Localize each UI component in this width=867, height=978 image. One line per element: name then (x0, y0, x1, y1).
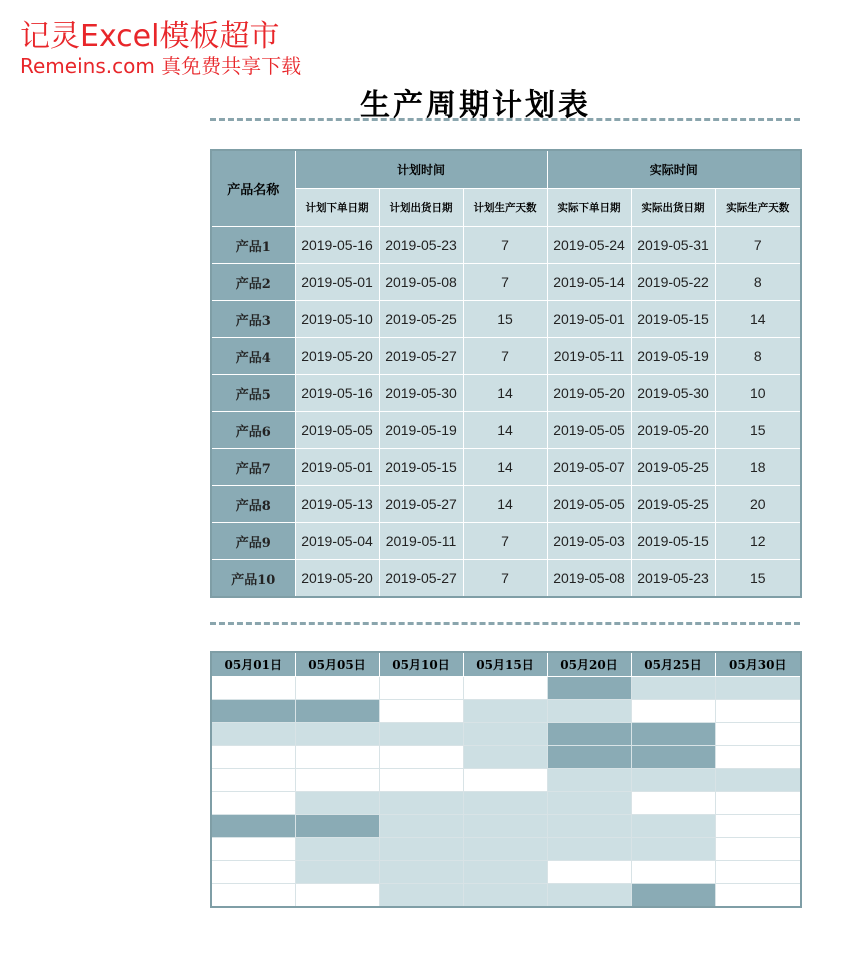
gantt-cell (295, 746, 379, 769)
table-cell: 2019-05-22 (631, 264, 715, 301)
table-cell: 20 (715, 486, 801, 523)
gantt-cell (715, 723, 801, 746)
product-name-cell: 产品8 (211, 486, 295, 523)
table-cell: 10 (715, 375, 801, 412)
table-cell: 2019-05-11 (547, 338, 631, 375)
gantt-cell (295, 884, 379, 908)
table-cell: 2019-05-31 (631, 227, 715, 264)
gantt-row (211, 746, 801, 769)
table-cell: 7 (463, 338, 547, 375)
gantt-cell (295, 838, 379, 861)
gantt-cell (547, 792, 631, 815)
table-cell: 14 (715, 301, 801, 338)
gantt-cell (211, 700, 295, 723)
table-cell: 2019-05-25 (631, 486, 715, 523)
gantt-cell (463, 838, 547, 861)
gantt-cell (547, 723, 631, 746)
gantt-cell (379, 861, 463, 884)
gantt-cell (631, 838, 715, 861)
gantt-cell (715, 700, 801, 723)
table-cell: 2019-05-01 (295, 449, 379, 486)
table-cell: 2019-05-13 (295, 486, 379, 523)
table-cell: 14 (463, 375, 547, 412)
gantt-cell (715, 746, 801, 769)
product-name-cell: 产品9 (211, 523, 295, 560)
column-header: 实际生产天数 (715, 189, 801, 227)
gantt-cell (547, 815, 631, 838)
table-cell: 15 (715, 560, 801, 598)
table-cell: 2019-05-27 (379, 560, 463, 598)
gantt-cell (379, 677, 463, 700)
gantt-cell (547, 838, 631, 861)
gantt-cell (211, 677, 295, 700)
gantt-cell (211, 838, 295, 861)
table-cell: 2019-05-05 (547, 486, 631, 523)
gantt-cell (463, 677, 547, 700)
table-cell: 2019-05-19 (631, 338, 715, 375)
gantt-cell (463, 746, 547, 769)
gantt-cell (379, 723, 463, 746)
gantt-cell (715, 792, 801, 815)
gantt-cell (211, 769, 295, 792)
gantt-cell (631, 815, 715, 838)
gantt-cell (463, 861, 547, 884)
table-cell: 8 (715, 338, 801, 375)
table-cell: 7 (463, 560, 547, 598)
gantt-row (211, 815, 801, 838)
gantt-date-header: 05月25日 (631, 652, 715, 677)
table-cell: 2019-05-27 (379, 486, 463, 523)
table-cell: 2019-05-27 (379, 338, 463, 375)
plan-table (210, 149, 802, 598)
table-cell: 2019-05-08 (547, 560, 631, 598)
table-cell: 2019-05-20 (547, 375, 631, 412)
gantt-cell (379, 769, 463, 792)
column-header: 实际出货日期 (631, 189, 715, 227)
gantt-cell (547, 700, 631, 723)
gantt-cell (715, 769, 801, 792)
gantt-cell (631, 677, 715, 700)
table-cell: 2019-05-30 (379, 375, 463, 412)
table-cell: 2019-05-25 (631, 449, 715, 486)
table-cell: 2019-05-08 (379, 264, 463, 301)
table-cell: 2019-05-05 (295, 412, 379, 449)
gantt-cell (715, 861, 801, 884)
gantt-date-header: 05月01日 (211, 652, 295, 677)
gantt-date-header: 05月10日 (379, 652, 463, 677)
table-row (211, 301, 801, 338)
table-cell: 14 (463, 412, 547, 449)
product-name-cell: 产品5 (211, 375, 295, 412)
table-cell: 7 (463, 264, 547, 301)
table-cell: 2019-05-15 (631, 523, 715, 560)
table-cell: 7 (463, 523, 547, 560)
table-row (211, 412, 801, 449)
table-cell: 2019-05-16 (295, 227, 379, 264)
table-row (211, 486, 801, 523)
table-cell: 2019-05-24 (547, 227, 631, 264)
gantt-cell (715, 838, 801, 861)
gantt-cell (379, 884, 463, 908)
table-cell: 7 (715, 227, 801, 264)
gantt-cell (211, 792, 295, 815)
gantt-cell (295, 700, 379, 723)
table-row (211, 375, 801, 412)
gantt-cell (631, 861, 715, 884)
gantt-date-header: 05月30日 (715, 652, 801, 677)
gantt-row (211, 677, 801, 700)
gantt-cell (211, 723, 295, 746)
gantt-cell (715, 677, 801, 700)
gantt-cell (463, 723, 547, 746)
gantt-date-header: 05月15日 (463, 652, 547, 677)
table-cell: 2019-05-20 (295, 560, 379, 598)
product-name-cell: 产品6 (211, 412, 295, 449)
gantt-cell (715, 815, 801, 838)
gantt-row (211, 700, 801, 723)
product-name-cell: 产品2 (211, 264, 295, 301)
gantt-table (210, 651, 802, 908)
table-cell: 8 (715, 264, 801, 301)
gantt-cell (547, 746, 631, 769)
table-row (211, 338, 801, 375)
product-name-cell: 产品3 (211, 301, 295, 338)
table-cell: 2019-05-07 (547, 449, 631, 486)
table-cell: 15 (715, 412, 801, 449)
gantt-row (211, 792, 801, 815)
gantt-row (211, 723, 801, 746)
gantt-cell (463, 884, 547, 908)
gantt-cell (631, 769, 715, 792)
gantt-cell (463, 769, 547, 792)
gantt-cell (295, 792, 379, 815)
table-cell: 7 (463, 227, 547, 264)
gantt-cell (379, 700, 463, 723)
column-header: 计划下单日期 (295, 189, 379, 227)
table-row (211, 227, 801, 264)
gantt-cell (631, 723, 715, 746)
table-row (211, 449, 801, 486)
column-header: 计划出货日期 (379, 189, 463, 227)
divider-middle (210, 622, 800, 625)
gantt-cell (379, 746, 463, 769)
plan-time-header: 计划时间 (295, 150, 547, 189)
gantt-row (211, 861, 801, 884)
gantt-cell (211, 861, 295, 884)
gantt-cell (463, 792, 547, 815)
gantt-cell (211, 815, 295, 838)
gantt-cell (295, 677, 379, 700)
gantt-cell (631, 700, 715, 723)
gantt-cell (547, 884, 631, 908)
gantt-cell (295, 769, 379, 792)
gantt-cell (547, 677, 631, 700)
table-cell: 2019-05-04 (295, 523, 379, 560)
column-header: 计划生产天数 (463, 189, 547, 227)
product-name-cell: 产品10 (211, 560, 295, 598)
table-row (211, 264, 801, 301)
gantt-date-header: 05月20日 (547, 652, 631, 677)
gantt-cell (379, 838, 463, 861)
table-cell: 2019-05-15 (379, 449, 463, 486)
gantt-cell (379, 815, 463, 838)
gantt-cell (631, 884, 715, 908)
gantt-row (211, 884, 801, 908)
table-cell: 2019-05-16 (295, 375, 379, 412)
table-cell: 2019-05-14 (547, 264, 631, 301)
table-cell: 2019-05-23 (631, 560, 715, 598)
watermark-title: 记灵Excel模板超市 (20, 19, 280, 54)
table-cell: 2019-05-30 (631, 375, 715, 412)
gantt-cell (295, 861, 379, 884)
gantt-cell (631, 746, 715, 769)
gantt-cell (547, 861, 631, 884)
gantt-cell (631, 792, 715, 815)
gantt-cell (715, 884, 801, 908)
gantt-cell (463, 700, 547, 723)
table-cell: 2019-05-19 (379, 412, 463, 449)
gantt-cell (547, 769, 631, 792)
product-name-cell: 产品7 (211, 449, 295, 486)
table-cell: 2019-05-15 (631, 301, 715, 338)
table-cell: 14 (463, 486, 547, 523)
gantt-cell (295, 815, 379, 838)
gantt-cell (211, 746, 295, 769)
table-cell: 14 (463, 449, 547, 486)
table-cell: 2019-05-11 (379, 523, 463, 560)
product-name-cell: 产品4 (211, 338, 295, 375)
gantt-cell (379, 792, 463, 815)
table-cell: 2019-05-01 (295, 264, 379, 301)
gantt-row (211, 769, 801, 792)
table-cell: 2019-05-01 (547, 301, 631, 338)
page-title: 生产周期计划表 (360, 88, 591, 123)
table-cell: 2019-05-03 (547, 523, 631, 560)
gantt-cell (295, 723, 379, 746)
divider-top (210, 118, 800, 121)
actual-time-header: 实际时间 (547, 150, 801, 189)
column-header: 实际下单日期 (547, 189, 631, 227)
product-name-header: 产品名称 (211, 150, 295, 227)
table-cell: 2019-05-25 (379, 301, 463, 338)
table-cell: 15 (463, 301, 547, 338)
product-name-cell: 产品1 (211, 227, 295, 264)
gantt-cell (463, 815, 547, 838)
gantt-date-header: 05月05日 (295, 652, 379, 677)
gantt-cell (211, 884, 295, 908)
table-cell: 12 (715, 523, 801, 560)
watermark-subtitle: Remeins.com 真免费共享下载 (20, 54, 302, 78)
table-cell: 2019-05-05 (547, 412, 631, 449)
table-cell: 2019-05-10 (295, 301, 379, 338)
gantt-row (211, 838, 801, 861)
table-cell: 18 (715, 449, 801, 486)
table-cell: 2019-05-20 (631, 412, 715, 449)
table-row (211, 523, 801, 560)
table-cell: 2019-05-20 (295, 338, 379, 375)
table-row (211, 560, 801, 598)
table-cell: 2019-05-23 (379, 227, 463, 264)
